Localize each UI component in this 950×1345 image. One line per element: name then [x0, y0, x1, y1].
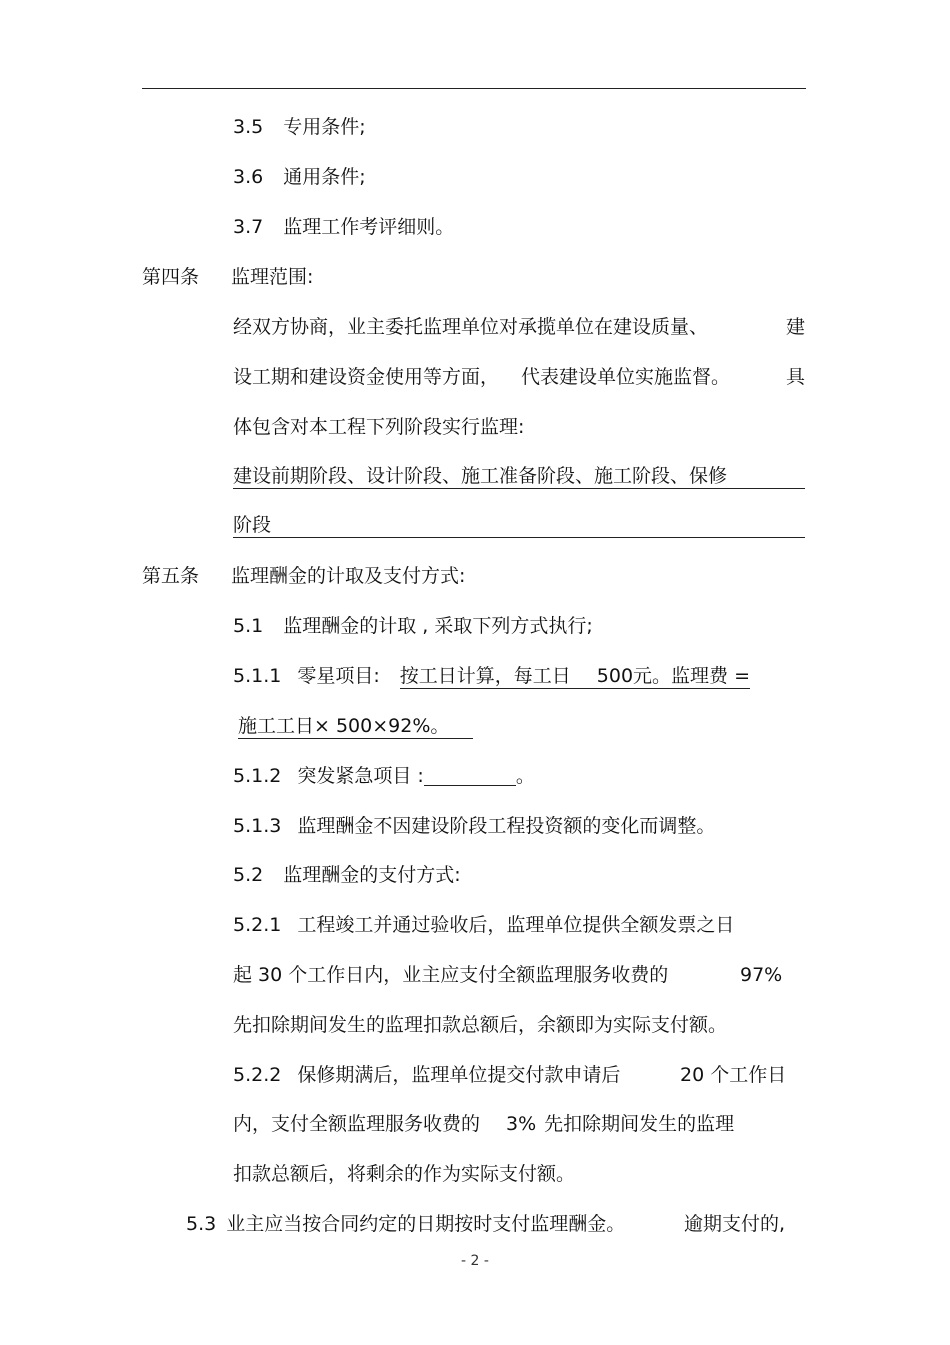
scope-underline-1 [233, 488, 805, 489]
section-5-1-1: 5.1.1 零星项目: 按工日计算，每工日 500元。监理费 = [233, 665, 751, 687]
article-label: 第四条 [142, 266, 200, 288]
scope-line-2: 阶段 [233, 514, 272, 536]
item-number: 3.5 [233, 116, 264, 138]
article-title: 监理酬金的计取及支付方式: [231, 565, 466, 587]
item-number: 3.7 [233, 216, 264, 238]
section-5-2-2-line-1: 5.2.2 保修期满后，监理单位提交付款申请后 [233, 1064, 621, 1086]
scope-underline-2 [233, 537, 805, 538]
article-4-line-1: 经双方协商，业主委托监理单位对承揽单位在建设质量、 [233, 316, 709, 338]
scope-line-1: 建设前期阶段、设计阶段、施工准备阶段、施工阶段、保修 [233, 465, 728, 487]
section-5-1-3: 5.1.3 监理酬金不因建设阶段工程投资额的变化而调整。 [233, 815, 716, 837]
item-3-7 [233, 214, 454, 240]
section-5-2-1-line-3: 先扣除期间发生的监理扣款总额后，余额即为实际支付额。 [233, 1014, 728, 1036]
section-5-2-2-line-3: 扣款总额后，将剩余的作为实际支付额。 [233, 1163, 576, 1185]
blank-field [424, 765, 516, 786]
article-4-line-2: 设工期和建设资金使用等方面， 代表建设单位实施监督。 [233, 366, 731, 388]
section-5-2: 5.2 监理酬金的支付方式: [233, 864, 461, 886]
section-5-1: 5.1 监理酬金的计取 , 采取下列方式执行; [233, 615, 593, 637]
section-5-2-1-line-1: 5.2.1 工程竣工并通过验收后，监理单位提供全额发票之日 [233, 914, 735, 936]
section-5-1-2: 5.1.2 突发紧急项目 : 。 [233, 765, 535, 787]
section-5-2-2-line-2: 内，支付全额监理服务收费的 3% 先扣除期间发生的监理 [233, 1113, 735, 1135]
article-4-line-1-end: 建 [786, 316, 806, 338]
item-text: 监理工作考评细则。 [283, 216, 455, 238]
article-4-line-2-end: 具 [786, 366, 806, 388]
article-4-line-3: 体包含对本工程下列阶段实行监理: [233, 416, 525, 438]
article-label: 第五条 [142, 565, 200, 587]
item-text: 专用条件; [283, 116, 366, 138]
item-3-6 [233, 164, 366, 190]
section-5-3-end: 逾期支付的, [684, 1213, 786, 1235]
section-5-2-1-line-2: 起 30 个工作日内，业主应支付全额监理服务收费的 [233, 964, 669, 986]
article-4-heading [142, 264, 313, 290]
header-rule [142, 88, 806, 89]
section-5-2-1-percent: 97% [740, 964, 783, 986]
item-number: 3.6 [233, 166, 264, 188]
page-number: - 2 - [461, 1253, 489, 1269]
article-title: 监理范围: [231, 266, 314, 288]
article-5-heading [142, 563, 465, 589]
fee-formula: 施工工日× 500×92%。 [238, 713, 473, 739]
fee-underlined-text: 按工日计算，每工日 500元。监理费 = [399, 665, 751, 687]
item-3-5 [233, 114, 366, 140]
section-5-3: 5.3 业主应当按合同约定的日期按时支付监理酬金。 [186, 1213, 626, 1235]
section-5-2-2-days: 20 个工作日 [680, 1064, 787, 1086]
item-text: 通用条件; [283, 166, 366, 188]
